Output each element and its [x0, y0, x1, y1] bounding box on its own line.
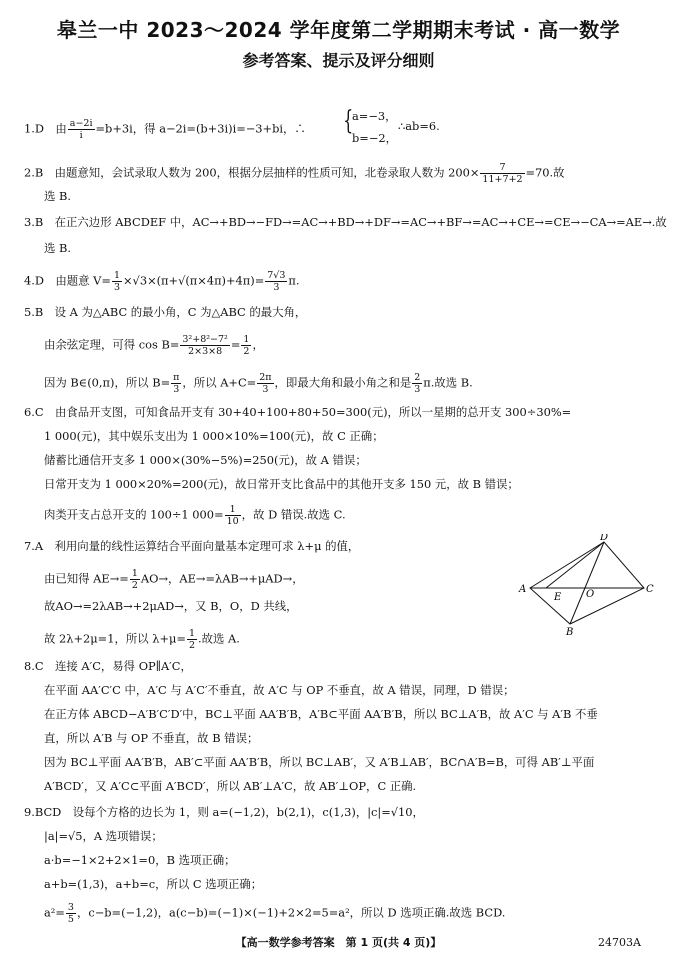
q6-line-5: 肉类开支占总开支的 100÷1 000= $\frac{1}{10}$ ，故 D 错误.故选 C. — [44, 504, 346, 527]
q5-line-2: 由余弦定理，可得 cos B= $\frac{\text{3²+8²−7²}}{2\times 3\times 8}$ = $\frac{1}{2}$ ， — [44, 334, 264, 357]
q9-line-3: a·b=−1×2+2×1=0，B 选项正确； — [44, 853, 236, 867]
q8-line-2: 在平面 AA′C′C 中，A′C 与 A′C′不垂直，故 A′C 与 OP 不垂直，故 A 错误，同理，D 错误； — [44, 683, 515, 697]
q8-line-6: A′BCD′，又 A′C⊂平面 A′BCD′，所以 AB′⊥A′C，故 AB′⊥OP，C 正确. — [44, 779, 417, 793]
q7-line-3: 故AO→=2λAB→+2μAD→，又 B，O，D 共线， — [44, 599, 298, 613]
q8-line-3: 在正方体 ABCD−A′B′C′D′中，BC⊥平面 AA′B′B，A′B⊂平面 AA′B′B，所以 BC⊥A′B，故 A′C 与 A′B 不垂 — [44, 707, 598, 721]
label-e: E — [554, 592, 562, 603]
q3-line-2: 选 B. — [44, 241, 72, 255]
diagonal-bd — [570, 542, 604, 624]
q5-line-3: 因为 B∈(0,π)，所以 B= $\frac{\pi}{3}$ ，所以 A+C= $\frac{2\pi}{3}$ ，即最大角和最小角之和是 $\frac{2}{3}$ π.故选 B. — [44, 372, 473, 395]
q6-line-4: 日常开支为 1 000×20%=200(元)，故日常开支比食品中的其他开支多 150 元，故 B 错误； — [44, 477, 519, 491]
q4-line: 4.D 由题意 V= $\frac{1}{3}$ ×√3×(π+√(π×4π)+4π)= $\frac{7√3}{3}$ π. — [24, 270, 300, 293]
q7-line-4: 故 2λ+2μ=1，所以 λ+μ= $\frac{1}{2}$ .故选 A. — [44, 628, 240, 651]
q1-prefix: 1.D 由 — [24, 121, 67, 136]
paper-code: 24703A — [598, 936, 641, 949]
q7-line-2: 由已知得 AE→= $\frac{1}{2}$ AO→，AE→=λAB→+μAD→， — [44, 568, 304, 591]
label-o: O — [586, 589, 595, 600]
q8-line-1: 8.C 连接 A′C，易得 OP∥A′C， — [24, 659, 192, 673]
q3-line-1: 3.B 在正六边形 ABCDEF 中，AC→+BD→−FD→=AC→+BD→+DF→=AC→+BF→=AC→+CE→=CE→−CA→=AE→.故 — [24, 215, 667, 229]
q2-line-2: 选 B. — [44, 189, 72, 203]
q8-line-5: 因为 BC⊥平面 AA′B′B，AB′⊂平面 AA′B′B，所以 BC⊥AB′，又 A′B⊥AB′，BC∩A′B=B，可得 AB′⊥平面 — [44, 755, 595, 769]
q7-parallelogram-figure — [516, 534, 656, 638]
page-subtitle: 参考答案、提示及评分细则 — [242, 51, 435, 70]
label-a: A — [519, 584, 527, 595]
label-d: D — [600, 534, 609, 543]
q4-fraction-1: $\frac{1}{3}$ — [113, 270, 121, 293]
q4-fraction-2: $\frac{7√3}{3}$ — [267, 270, 286, 293]
q2-line-1: 2.B 由题意知，会试录取人数为 200，根据分层抽样的性质可知，北卷录取人数为 200× $\frac{7}{11+7+2}$ =70.故 — [24, 162, 565, 185]
q7-line-1: 7.A 利用向量的线性运算结合平面向量基本定理可求 λ+μ 的值， — [24, 539, 360, 553]
q8-line-4: 直，所以 A′B 与 OP 不垂直，故 B 错误； — [44, 731, 259, 745]
page-footer: 【高一数学参考答案 第 1 页(共 4 页)】 — [235, 936, 442, 949]
q9-line-4: a+b=(1,3)，a+b=c，所以 C 选项正确； — [44, 877, 263, 891]
q6-line-3: 储蓄比通信开支多 1 000×(30%−5%)=250(元)，故 A 错误； — [44, 453, 367, 467]
q1-middle: =b+3i，得 a−2i=(b+3i)i=−3+bi，∴ — [95, 121, 306, 136]
q1-tail: ∴ab=6. — [398, 119, 440, 133]
q2-fraction: $\frac{7}{11+7+2}$ — [482, 162, 523, 185]
q1-line — [24, 118, 306, 141]
q5-line-1: 5.B 设 A 为△ABC 的最小角，C 为△ABC 的最大角， — [24, 305, 307, 319]
q1-fraction: $\frac{a-2i}{i}$ — [69, 118, 93, 141]
q1-system-2: b=−2， — [352, 131, 398, 145]
q9-line-1: 9.BCD 设每个方格的边长为 1，则 a=(−1,2)，b(2,1)，c(1,3)，|c|=√10， — [24, 805, 424, 819]
label-c: C — [646, 584, 654, 595]
q9-line-5: a²= $\frac{3}{5}$ ，c−b=(−1,2)，a(c−b)=(−1)×(−1)+2×2=5=a²，所以 D 选项正确.故选 BCD. — [44, 902, 506, 925]
q9-line-2: |a|=√5，A 选项错误； — [44, 829, 163, 843]
page-title: 皋兰一中 2023～2024 学年度第二学期期末考试 · 高一数学 — [56, 18, 621, 42]
segment-de — [546, 542, 604, 588]
label-b: B — [566, 627, 574, 638]
q1-brace: { — [343, 106, 354, 136]
q6-line-2: 1 000(元)，其中娱乐支出为 1 000×10%=100(元)，故 C 正确； — [44, 429, 384, 443]
q1-system-1: a=−3， — [352, 109, 397, 123]
q6-line-1: 6.C 由食品开支图，可知食品开支有 30+40+100+80+50=300(元)，所以一星期的总开支 300÷30%= — [24, 405, 572, 419]
